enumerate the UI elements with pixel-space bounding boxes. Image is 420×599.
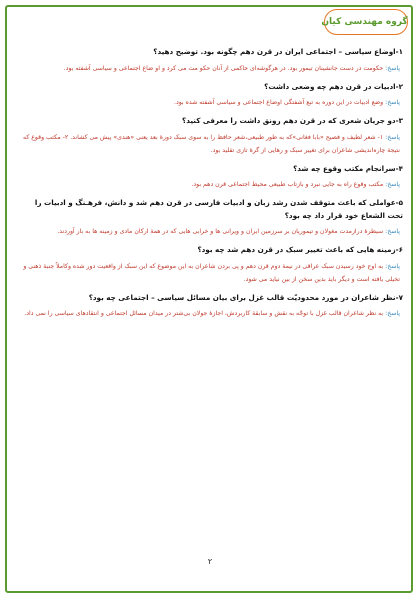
qa-item bbox=[17, 197, 403, 238]
answer-7 bbox=[17, 307, 403, 320]
answer-text: مکتب وقوع راه به جایی نبرد و بازتاب طبیعی محیط اجتماعی قرن دهم بود. bbox=[191, 181, 384, 188]
qa-list bbox=[17, 46, 403, 326]
answer-text: به نظر شاعران قالب غزل با توجّه به نقش و سابقهٔ کاربردش، اجازهٔ جولان بی‌شتر در میدان مسائل اجتماعی و انتقادهای سیاسی را نمی داد. bbox=[24, 310, 384, 317]
answer-3 bbox=[17, 131, 403, 157]
answer-text: ۱- شعر لطیف و فصیح «بابا فغانی»که به طور طبیعی،شعر حافظ را به سوی سبک دورهٔ بعد یعنی «هندی» پیش می کشاند. ۲- مکتب وقوع که نتیجهٔ چاره‌اندیشی شاعران برای تغییر سبک و رهایی از گرهٔ تازی تقلید بود. bbox=[23, 133, 400, 154]
qa-item bbox=[17, 115, 403, 157]
answer-2 bbox=[17, 96, 403, 109]
answer-label: پاسخ: bbox=[385, 64, 400, 72]
answer-text: حکومت در دست جانشینان تیمور بود. در هرگوشه‌ای حاکمی از آنان حکو مت می کرد و او ضاع اجتماعی و سیاسی آشفته بود. bbox=[63, 64, 384, 72]
answer-label: پاسخ: bbox=[385, 181, 400, 188]
qa-item bbox=[17, 46, 403, 75]
qa-item bbox=[17, 163, 403, 192]
answer-label: پاسخ: bbox=[385, 310, 400, 317]
question-6: ۶-زمینه هایی که باعث تغییر سبک در قرن دهم شد چه بود؟ bbox=[197, 245, 403, 254]
qa-item bbox=[17, 292, 403, 321]
qa-item bbox=[17, 244, 403, 286]
question-1: ۱-اوضاع سیاسی – اجتماعی ایران در قرن دهم چگونه بود. توضیح دهید؟ bbox=[153, 47, 403, 56]
answer-1 bbox=[17, 62, 403, 75]
page-number: ۲ bbox=[207, 557, 213, 566]
question-2: ۲-ادبیات در قرن دهم چه وضعی داشت؟ bbox=[264, 81, 403, 91]
qa-item bbox=[17, 81, 403, 110]
question-4: ۴-سرانجام مکتب وقوع چه شد؟ bbox=[293, 163, 403, 173]
answer-text: وضع ادبیات در این دوره به تبع آشفتگی اوضاع اجتماعی و سیاسی آشفته شده بود. bbox=[173, 99, 384, 106]
answer-text: سیطرهٔ درازمدت مغولان و تیموریان بر سرزمین ایران و ویرانی ها و خرابی هایی که در همهٔ ارکان مادی و زمینه ها به بار آوردند. bbox=[57, 228, 384, 235]
answer-label: پاسخ: bbox=[385, 228, 400, 235]
answer-5 bbox=[17, 225, 403, 238]
question-3: ۳-دو جریان شعری که در قرن دهم رونق داشت را معرفی کنید؟ bbox=[182, 116, 403, 125]
answer-6 bbox=[17, 260, 403, 286]
answer-text: به اوج خود رسیدن سبک عراقی در نیمهٔ دوم قرن دهم و پی بردن شاعران به این موضوع که این سبک از واقعیت دور شده وکاملاً جنبهٔ ذهنی و تخیلی یافته است و دیگر باید بدین سخن از بین نیاید می شود. bbox=[23, 262, 400, 283]
answer-label: پاسخ: bbox=[385, 262, 400, 270]
answer-4 bbox=[17, 178, 403, 191]
question-7: ۷-نظر شاعران در مورد محدودیّت قالب غزل برای بیان مسائل سیاسی – اجتماعی چه بود؟ bbox=[88, 292, 403, 302]
answer-label: پاسخ: bbox=[385, 99, 400, 106]
publisher-logo bbox=[321, 9, 408, 35]
question-5: ۵-عواملی که باعث متوقف شدن رشد زبان و ادبیات فارسی در قرن دهم شد و دانش، فرهـنگ و ادبیات را تحت الشعاع خود قرار داد چه بود؟ bbox=[34, 198, 403, 220]
logo-text: گروه مهندسی کیان bbox=[321, 17, 408, 27]
answer-label: پاسخ: bbox=[385, 133, 400, 141]
